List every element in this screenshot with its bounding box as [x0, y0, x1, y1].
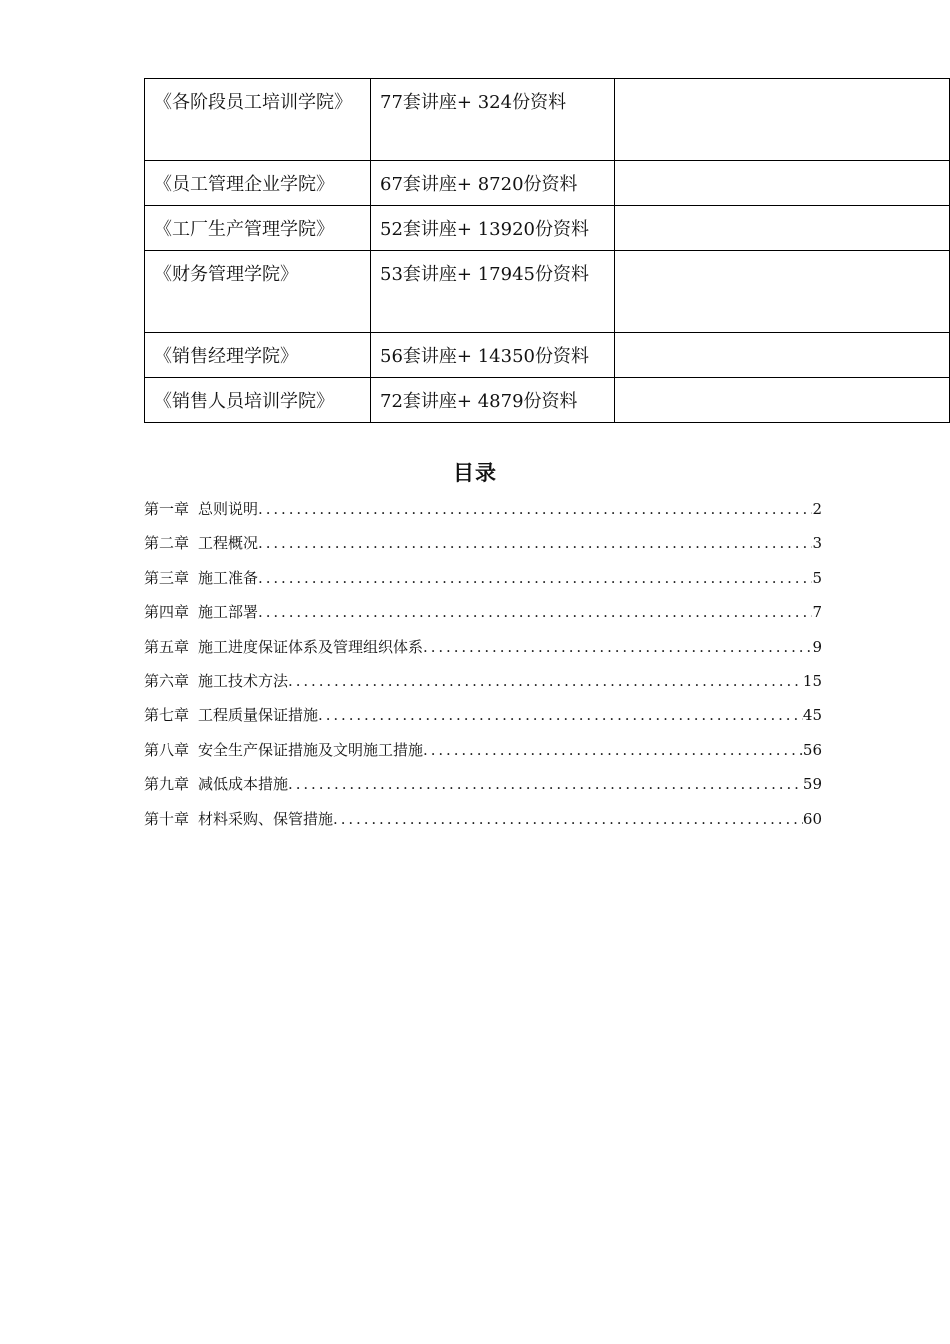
table-of-contents	[144, 496, 822, 840]
toc-chapter-number: 第一章	[144, 500, 190, 518]
toc-chapter-title: 施工进度保证体系及管理组织体系	[198, 637, 424, 656]
toc-page-number: 7	[812, 603, 822, 622]
toc-entry[interactable]	[144, 496, 822, 530]
toc-chapter-number: 第五章	[144, 637, 190, 656]
toc-page-number: 15	[802, 671, 822, 690]
toc-dot-leader	[258, 530, 812, 556]
toc-dot-leader	[258, 496, 812, 522]
course-name-cell: 《员工管理企业学院》	[145, 161, 371, 206]
course-note-cell	[615, 251, 950, 333]
course-name-cell: 《工厂生产管理学院》	[145, 206, 371, 251]
table-row	[145, 251, 950, 333]
course-name-cell: 《各阶段员工培训学院》	[145, 79, 371, 161]
toc-entry[interactable]	[144, 771, 822, 805]
course-content-cell: 67套讲座+ 8720份资料	[371, 161, 615, 206]
table-row	[145, 333, 950, 378]
toc-dot-leader	[423, 634, 812, 660]
course-note-cell	[615, 378, 950, 423]
toc-chapter-number: 第八章	[144, 740, 190, 759]
toc-dot-leader	[333, 806, 803, 832]
toc-chapter-title: 总则说明	[198, 500, 259, 518]
toc-dot-leader	[318, 702, 803, 728]
toc-dot-leader	[258, 565, 812, 591]
toc-chapter-number: 第六章	[144, 671, 190, 690]
course-note-cell	[615, 79, 950, 161]
course-content-cell: 52套讲座+ 13920份资料	[371, 206, 615, 251]
toc-page-number: 2	[812, 500, 822, 518]
toc-chapter-title: 安全生产保证措施及文明施工措施	[198, 740, 424, 759]
toc-page-number: 5	[812, 568, 822, 587]
toc-chapter-title: 施工部署	[198, 603, 259, 622]
course-note-cell	[615, 161, 950, 206]
toc-dot-leader	[288, 771, 803, 797]
toc-page-number: 3	[812, 534, 822, 553]
toc-page-number: 56	[802, 740, 822, 759]
toc-dot-leader	[288, 668, 803, 694]
toc-page-number: 45	[802, 706, 822, 725]
toc-chapter-number: 第三章	[144, 568, 190, 587]
course-note-cell	[615, 206, 950, 251]
course-content-cell: 53套讲座+ 17945份资料	[371, 251, 615, 333]
toc-chapter-title: 工程质量保证措施	[198, 706, 319, 725]
course-name-cell: 《销售人员培训学院》	[145, 378, 371, 423]
table-row	[145, 378, 950, 423]
toc-page-number: 59	[802, 775, 822, 794]
table-row	[145, 161, 950, 206]
course-content-cell: 77套讲座+ 324份资料	[371, 79, 615, 161]
toc-entry[interactable]	[144, 702, 822, 736]
toc-entry[interactable]	[144, 599, 822, 633]
toc-chapter-number: 第十章	[144, 809, 190, 828]
toc-entry[interactable]	[144, 668, 822, 702]
course-note-cell	[615, 333, 950, 378]
toc-dot-leader	[423, 737, 803, 763]
toc-chapter-title: 减低成本措施	[198, 775, 289, 794]
table-row	[145, 206, 950, 251]
toc-chapter-number: 第二章	[144, 534, 190, 553]
toc-dot-leader	[258, 599, 812, 625]
toc-chapter-number: 第四章	[144, 603, 190, 622]
toc-chapter-number: 第九章	[144, 775, 190, 794]
toc-chapter-title: 工程概况	[198, 534, 259, 553]
table-row	[145, 79, 950, 161]
course-name-cell: 《销售经理学院》	[145, 333, 371, 378]
toc-entry[interactable]	[144, 634, 822, 668]
toc-entry[interactable]	[144, 530, 822, 564]
toc-chapter-title: 施工技术方法	[198, 671, 289, 690]
toc-chapter-title: 材料采购、保管措施	[198, 809, 334, 828]
course-content-cell: 72套讲座+ 4879份资料	[371, 378, 615, 423]
toc-chapter-title: 施工准备	[198, 568, 259, 587]
toc-entry[interactable]	[144, 806, 822, 840]
toc-page-number: 9	[812, 637, 822, 656]
course-table	[144, 78, 950, 423]
course-name-cell: 《财务管理学院》	[145, 251, 371, 333]
toc-title: 目录	[453, 461, 497, 485]
toc-entry[interactable]	[144, 737, 822, 771]
toc-page-number: 60	[802, 809, 822, 828]
toc-entry[interactable]	[144, 565, 822, 599]
course-content-cell: 56套讲座+ 14350份资料	[371, 333, 615, 378]
toc-chapter-number: 第七章	[144, 706, 190, 725]
